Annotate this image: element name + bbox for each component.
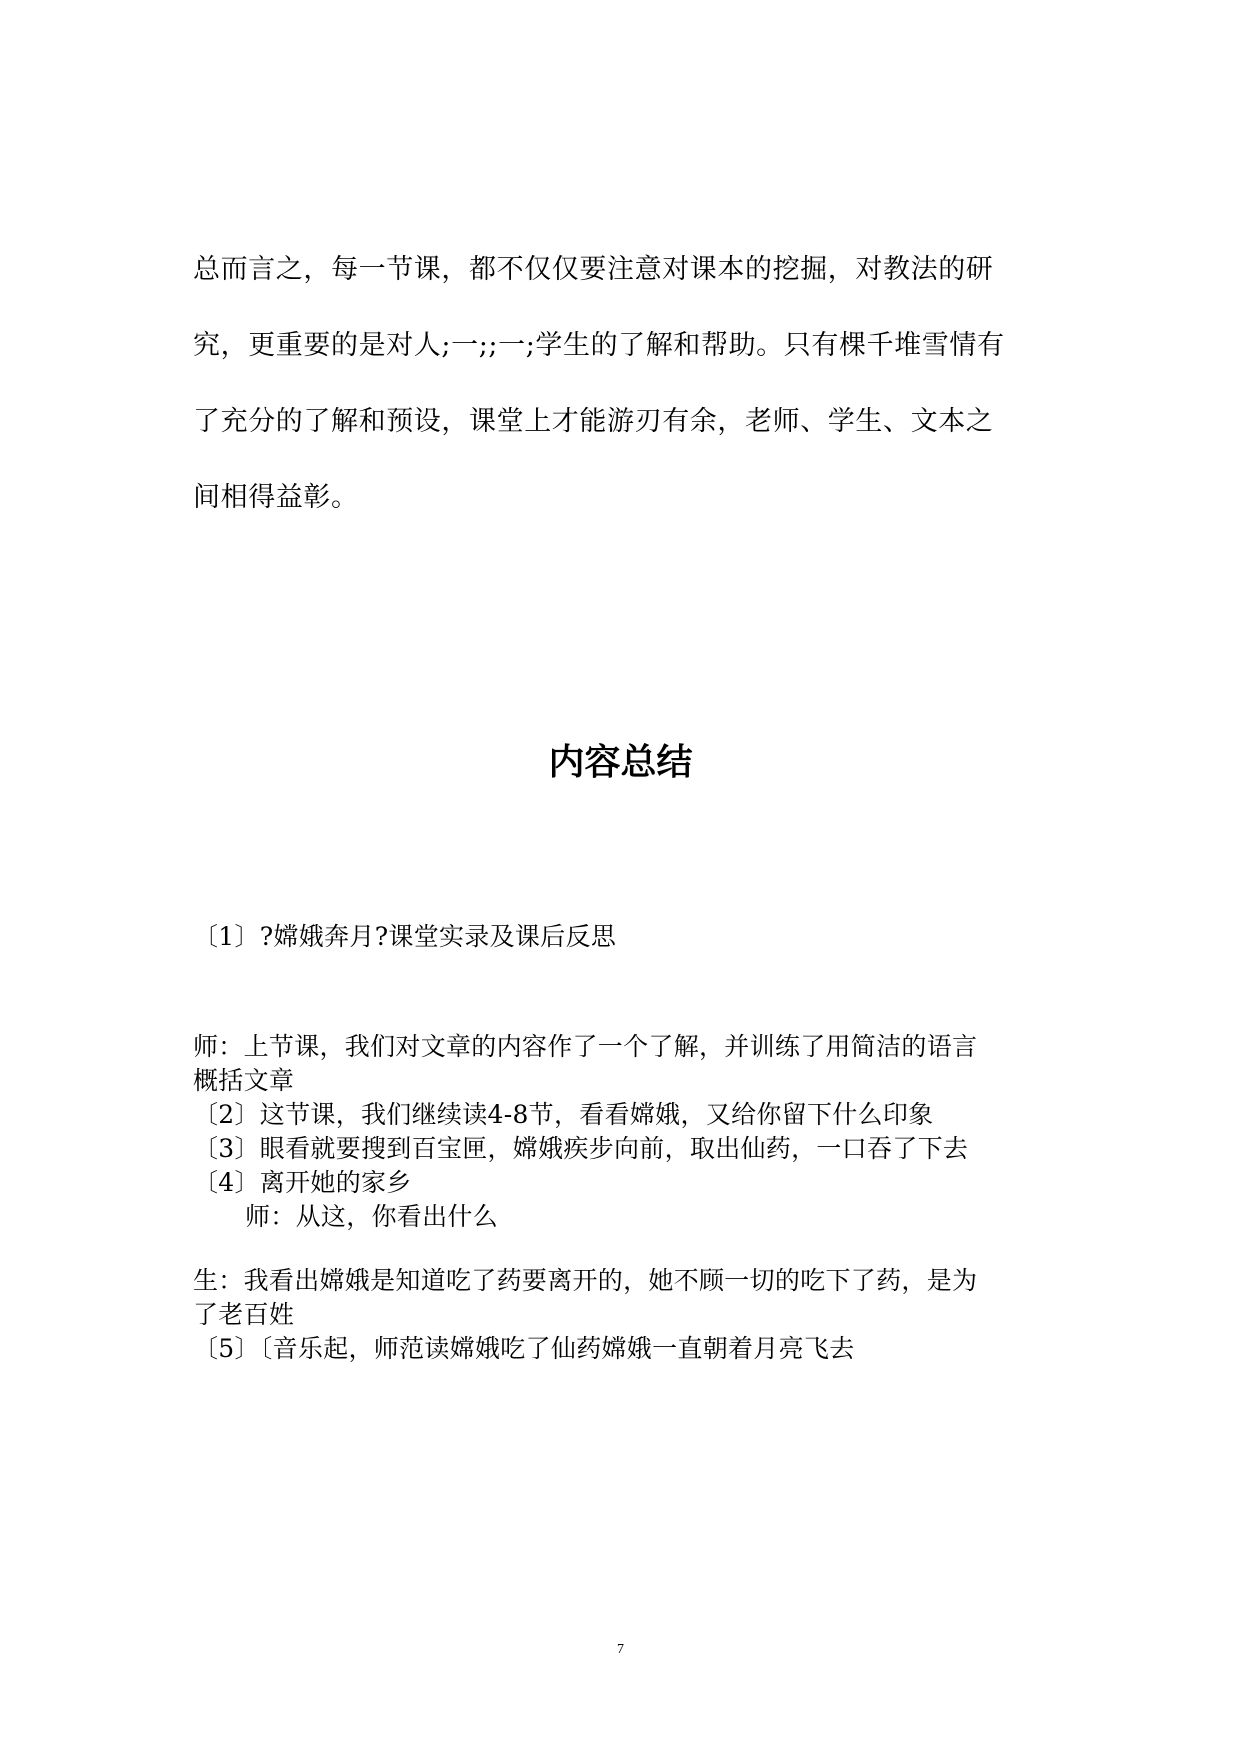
summary-line: 〔5〕〔音乐起，师范读嫦娥吃了仙药嫦娥一直朝着月亮飞去	[193, 1334, 855, 1363]
intro-line: 了充分的了解和预设，课堂上才能游刃有余，老师、学生、文本之	[193, 406, 994, 437]
summary-item-1	[193, 920, 1053, 954]
student-line: 生：我看出嫦娥是知道吃了药要离开的，她不顾一切的吃下了药，是为	[193, 1266, 978, 1295]
intro-line: 究，更重要的是对人;一;;一;学生的了解和帮助。只有棵千堆雪情有	[193, 330, 1005, 361]
summary-line: 〔4〕离开她的家乡	[193, 1168, 412, 1197]
teacher-line: 师：上节课，我们对文章的内容作了一个了解，并训练了用简洁的语言	[193, 1032, 978, 1061]
student-line: 了老百姓	[193, 1300, 295, 1329]
intro-line: 间相得益彰。	[193, 482, 359, 513]
page-number: 7	[617, 1642, 624, 1657]
summary-line: 〔1〕?嫦娥奔月?课堂实录及课后反思	[193, 922, 617, 951]
teacher-line: 概括文章	[193, 1066, 295, 1095]
teacher-question: 师：从这，你看出什么	[245, 1202, 499, 1231]
summary-body	[193, 1030, 1053, 1234]
summary-line: 〔3〕眼看就要搜到百宝匣，嫦娥疾步向前，取出仙药，一口吞了下去	[193, 1134, 969, 1163]
section-title: 内容总结	[548, 742, 693, 783]
intro-paragraph	[193, 232, 1053, 536]
summary-student	[193, 1264, 1053, 1366]
summary-line: 〔2〕这节课，我们继续读4-8节，看看嫦娥，又给你留下什么印象	[193, 1100, 934, 1129]
intro-line: 总而言之，每一节课，都不仅仅要注意对课本的挖掘，对教法的研	[193, 254, 994, 285]
